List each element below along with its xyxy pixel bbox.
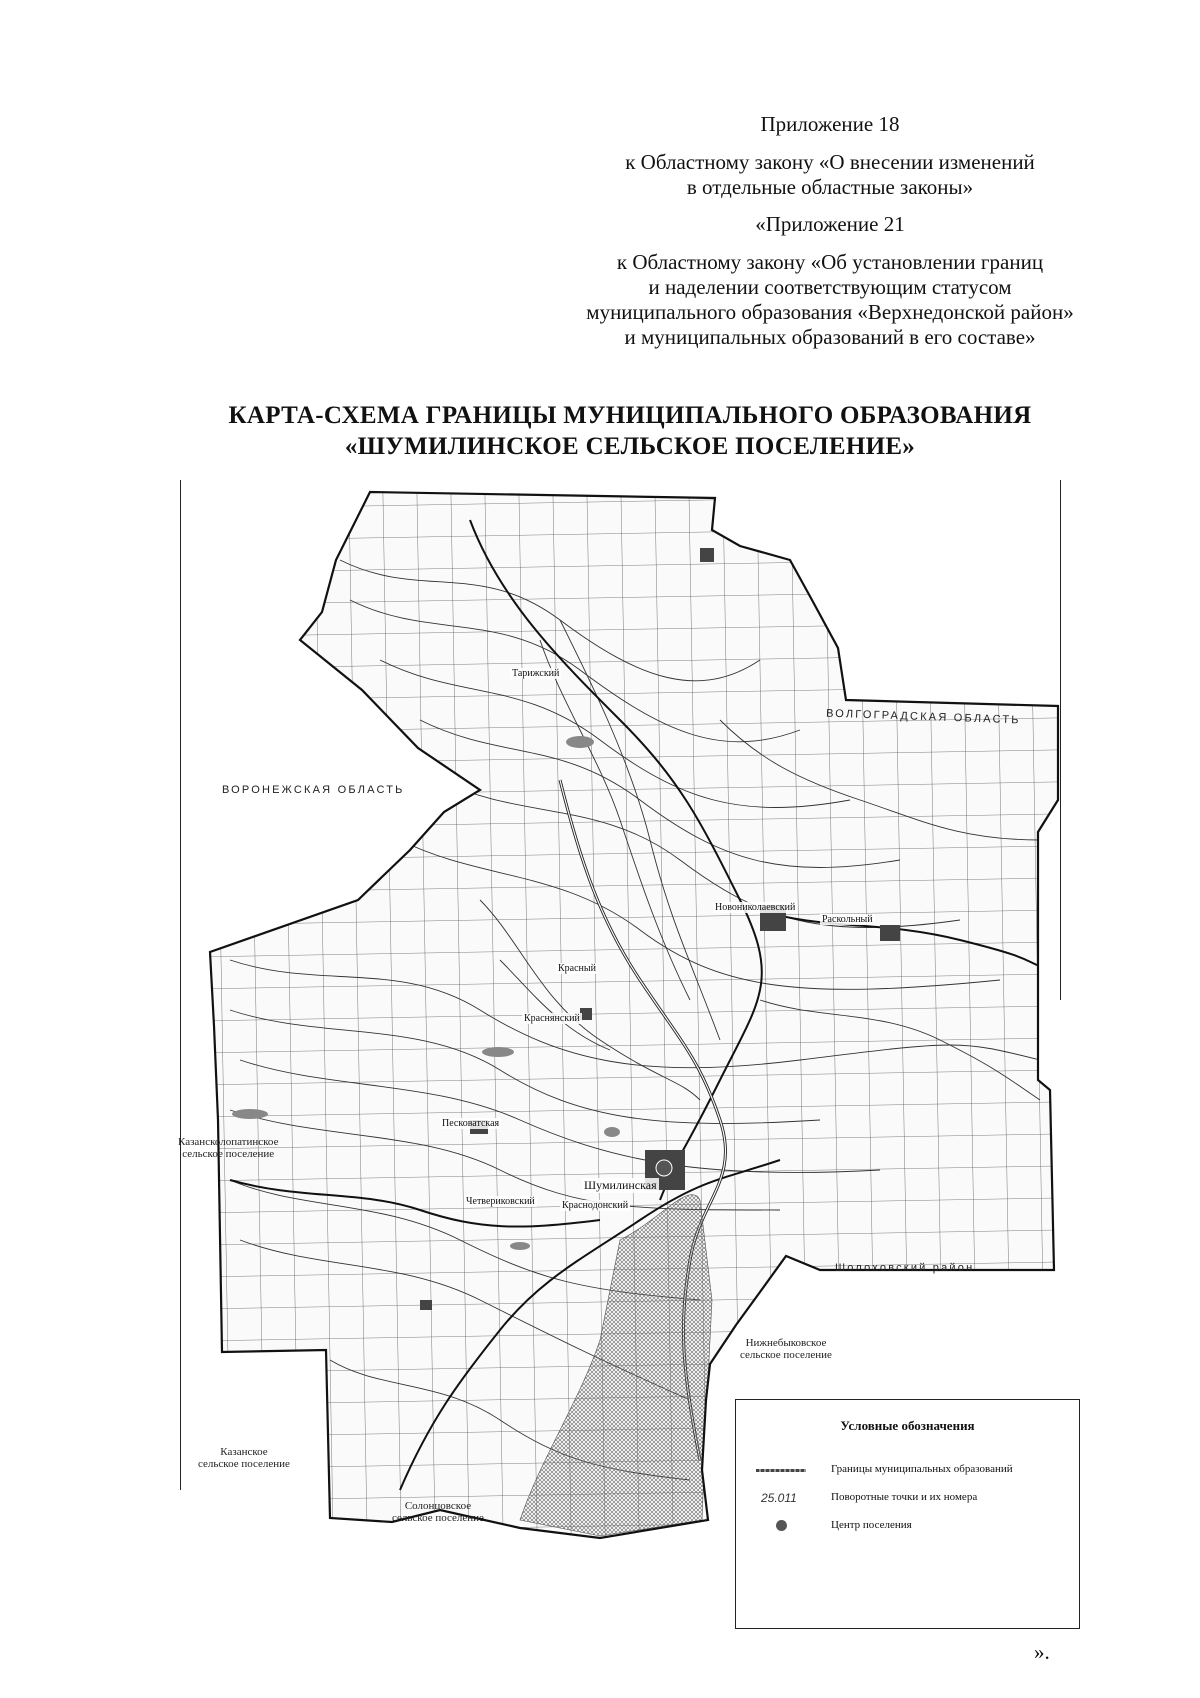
neighbor-label-kazanskolopatinskoe bbox=[178, 1136, 278, 1160]
appendix-original-line4: и муниципальных образований в его составе» bbox=[624, 325, 1036, 349]
settlement-center-marker bbox=[656, 1160, 672, 1176]
neighbor-label-nizhnebykovskoe bbox=[740, 1337, 832, 1361]
legend-item-boundary bbox=[736, 1460, 1079, 1482]
turning-point-number: 25.011 bbox=[761, 1491, 797, 1505]
neighbor-label-kazanskoe bbox=[198, 1446, 290, 1470]
legend-item-label: Центр поселения bbox=[831, 1519, 912, 1531]
place-label-krasny: Красный bbox=[558, 963, 596, 974]
neighbor-label-line1: Казанское bbox=[220, 1446, 268, 1458]
map-legend bbox=[735, 1399, 1080, 1629]
appendix-reference-line2: в отдельные областные законы» bbox=[686, 175, 974, 199]
region-label-voronezh: ВОРОНЕЖСКАЯ ОБЛАСТЬ bbox=[222, 784, 405, 796]
boundary-line-symbol bbox=[756, 1460, 806, 1482]
center-dot-icon bbox=[776, 1520, 787, 1531]
region-label-sholokhov: Шолоховский район bbox=[835, 1262, 975, 1274]
legend-title: Условные обозначения bbox=[840, 1418, 975, 1433]
neighbor-label-line2: сельское поселение bbox=[740, 1349, 832, 1361]
appendix-original-line3: муниципального образования «Верхнедонской район» bbox=[586, 300, 1074, 324]
place-label-raskolny: Раскольный bbox=[822, 914, 873, 925]
dashed-line-icon bbox=[756, 1469, 806, 1472]
place-label-chetverikovsky: Четвериковский bbox=[466, 1196, 535, 1207]
neighbor-label-line2: сельское поселение bbox=[198, 1458, 290, 1470]
neighbor-label-line2: сельское поселение bbox=[392, 1512, 484, 1524]
appendix-original-number: «Приложение 21 bbox=[755, 212, 905, 236]
map-area bbox=[200, 480, 1070, 1550]
neighbor-label-solontsovskoe bbox=[392, 1500, 484, 1524]
map-title-line1: КАРТА-СХЕМА ГРАНИЦЫ МУНИЦИПАЛЬНОГО ОБРАЗОВАНИЯ bbox=[228, 402, 1032, 429]
turning-point-symbol bbox=[756, 1488, 806, 1510]
appendix-original-line1: к Областному закону «Об установлении границ bbox=[616, 250, 1044, 274]
legend-item-label: Границы муниципальных образований bbox=[831, 1463, 1013, 1475]
closing-quote: ». bbox=[1034, 1640, 1050, 1664]
legend-item-center bbox=[736, 1516, 1079, 1538]
neighbor-label-line1: Казансколопатинское bbox=[178, 1136, 279, 1148]
center-symbol bbox=[756, 1516, 806, 1538]
region-label-volgograd: ВОЛГОГРАДСКАЯ ОБЛАСТЬ bbox=[825, 707, 1021, 727]
neighbor-label-line2: сельское поселение bbox=[182, 1148, 275, 1160]
place-label-krasnodonsky: Краснодонский bbox=[562, 1200, 629, 1211]
map-title-line2: «ШУМИЛИНСКОЕ СЕЛЬСКОЕ ПОСЕЛЕНИЕ» bbox=[344, 433, 916, 460]
neighbor-label-line1: Солонцовское bbox=[404, 1500, 472, 1512]
place-label-tarizhsky: Тарижский bbox=[512, 668, 560, 679]
neighbor-label-line1: Нижнебыковское bbox=[745, 1337, 827, 1349]
place-label-krasnyansky: Краснянский bbox=[524, 1013, 580, 1024]
place-label-novonikolaevsky: Новониколаевский bbox=[715, 902, 796, 913]
place-label-peskovatskaya: Песковатская bbox=[442, 1118, 500, 1129]
appendix-number: Приложение 18 bbox=[760, 112, 900, 136]
appendix-reference-line1: к Областному закону «О внесении изменений bbox=[625, 150, 1035, 174]
place-label-shumilinskaya: Шумилинская bbox=[584, 1178, 657, 1192]
legend-item-label: Поворотные точки и их номера bbox=[831, 1491, 978, 1503]
legend-item-turning-points bbox=[736, 1488, 1079, 1510]
appendix-original-line2: и наделении соответствующим статусом bbox=[648, 275, 1012, 299]
